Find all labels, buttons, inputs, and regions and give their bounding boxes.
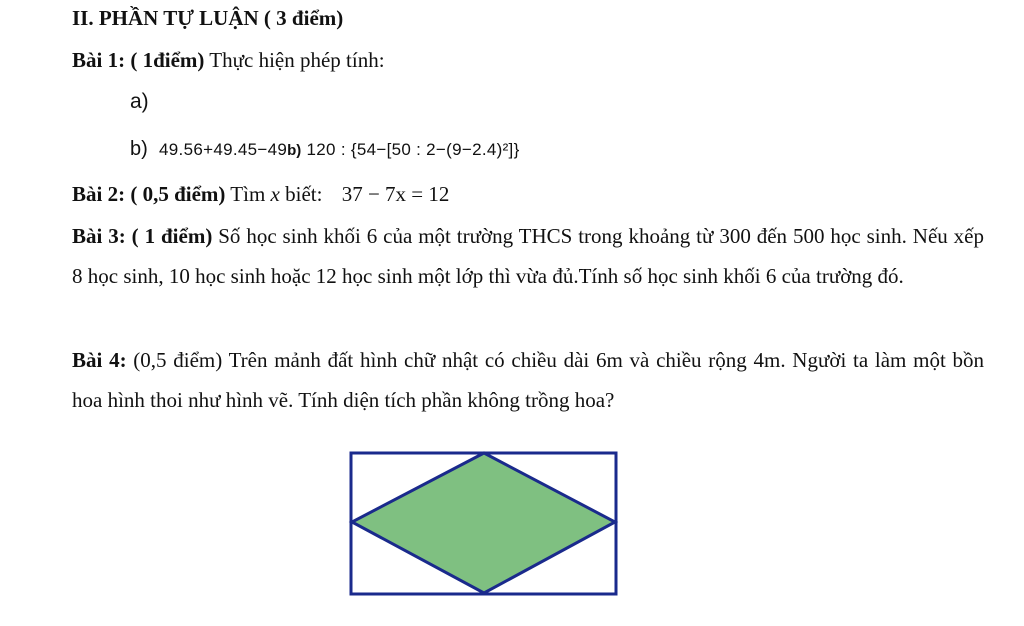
bai2-label: Bài 2:: [72, 182, 126, 206]
bai1-a-label: a): [130, 90, 149, 113]
bai4-label: Bài 4:: [72, 348, 127, 372]
bai1-b-label: b): [130, 138, 148, 160]
bai2-points: ( 0,5 điểm): [130, 182, 226, 206]
bai1-points: ( 1điểm): [130, 48, 205, 72]
bai1-part-a: [130, 90, 149, 114]
bai1-b-expr1: 49.56+49.45−49: [159, 140, 288, 159]
bai2-text-before: Tìm: [230, 182, 266, 206]
rhombus-shape: [352, 453, 615, 593]
bai2-text-after: biết:: [285, 182, 323, 206]
bai2-variable: x: [270, 182, 280, 206]
bai1-part-b: [130, 136, 520, 161]
rhombus-figure: [348, 450, 620, 600]
bai3-text: Số học sinh khối 6 của một trường THCS trong khoảng từ 300 đến 500 học sinh. Nếu xếp 8 học sinh, 10 học sinh hoặc 12 học sinh một lớp thì vừa đủ.Tính số học sinh khối 6 của trường đó.: [72, 224, 984, 288]
bai2-equation: 37 − 7x = 12: [341, 182, 450, 206]
bai1-label: Bài 1:: [72, 48, 126, 72]
bai1-text: Thực hiện phép tính:: [209, 48, 385, 72]
bai4-text: (0,5 điểm) Trên mảnh đất hình chữ nhật có chiều dài 6m và chiều rộng 4m. Người ta làm một bồn hoa hình thoi như hình vẽ. Tính diện tích phần không trồng hoa?: [72, 348, 985, 412]
bai3-label: Bài 3:: [72, 224, 126, 248]
bai4-paragraph: [72, 340, 984, 420]
section-title: II. PHẦN TỰ LUẬN ( 3 điểm): [72, 6, 344, 30]
bai1-heading: [72, 48, 385, 73]
bai1-b-expr2: 120 : {54−[50 : 2−(9−2.4)²]}: [306, 140, 520, 159]
bai1-b-inner-label: b): [287, 142, 302, 159]
bai3-points: ( 1 điểm): [131, 224, 213, 248]
bai3-paragraph: [72, 216, 984, 296]
bai2-heading: [72, 182, 449, 207]
